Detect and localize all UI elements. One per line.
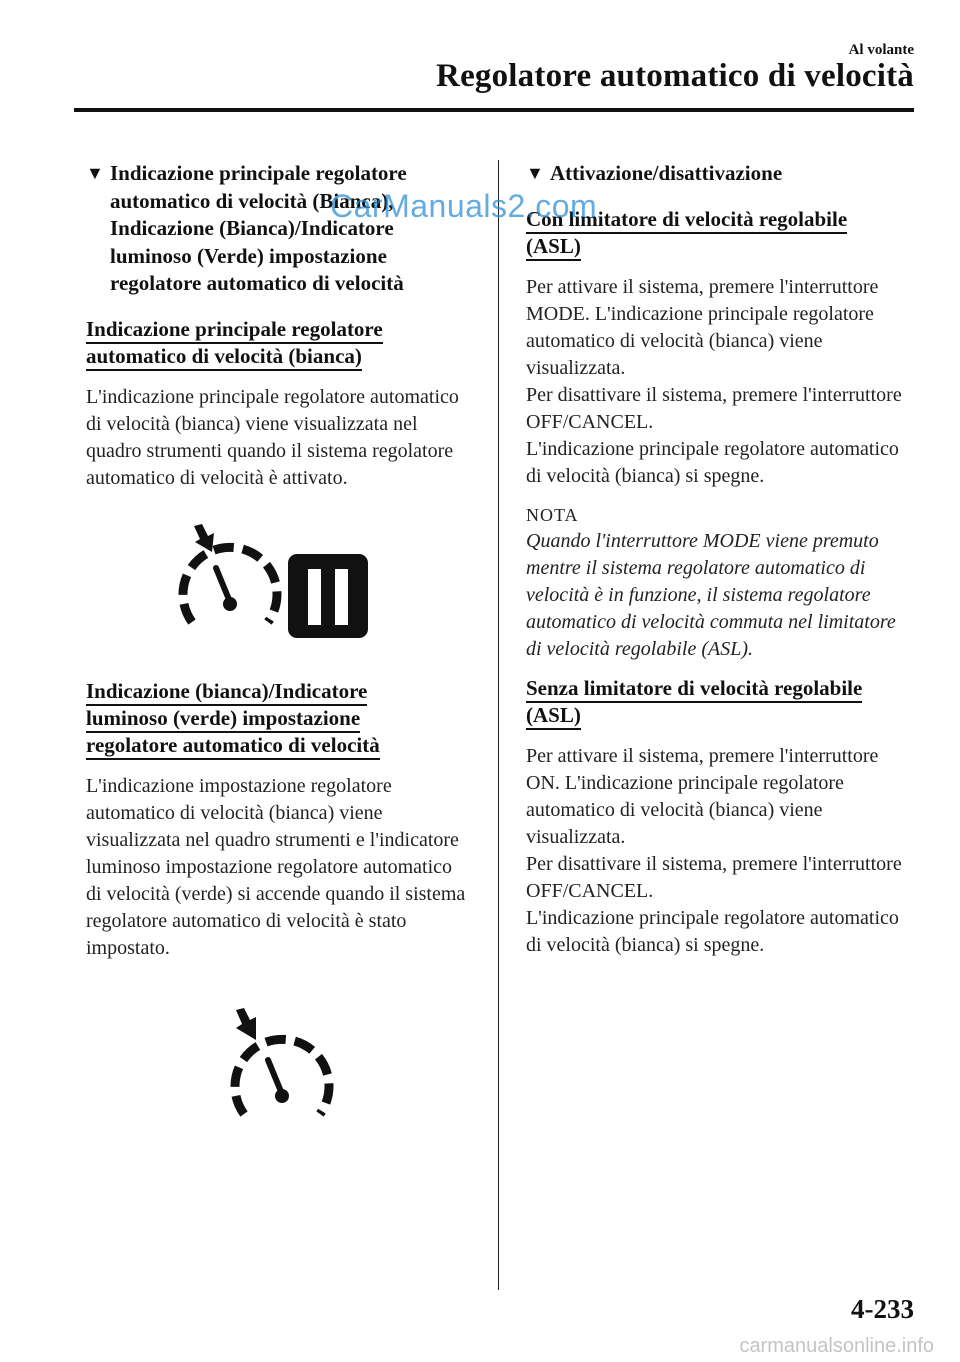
- subheading-line: Senza limitatore di velocità regolabile: [526, 676, 862, 703]
- subheading-line: Indicazione principale regolatore: [86, 317, 383, 344]
- subheading-set-indication: [86, 678, 466, 759]
- subheading-line: Indicazione (bianca)/Indicatore: [86, 679, 367, 706]
- section-heading-line: Indicazione (Bianca)/Indicatore: [110, 216, 394, 240]
- left-column: [86, 160, 466, 1126]
- subheading-line: automatico di velocità (bianca): [86, 344, 362, 371]
- page-number: 4-233: [851, 1294, 914, 1324]
- note-label: NOTA: [526, 504, 579, 525]
- section-heading-activation: [526, 160, 906, 188]
- paragraph-indication-off-2: L'indicazione principale regolatore automatico di velocità (bianca) si spegne.: [526, 906, 899, 956]
- subheading-line: luminoso (verde) impostazione: [86, 706, 360, 733]
- paragraph-activate-on: Per attivare il sistema, premere l'interruttore ON. L'indicazione principale regolatore automatico di velocità (bianca) viene visualizzata.: [526, 744, 879, 848]
- triangle-bullet-icon: ▼: [86, 163, 104, 183]
- header-rule: [74, 108, 914, 112]
- page-title: Regolatore automatico di velocità: [436, 58, 914, 94]
- cruise-control-set-icon: [226, 996, 336, 1126]
- paragraph-main-indication: L'indicazione principale regolatore automatico di velocità (bianca) viene visualizzata nel quadro strumenti quando il sistema regolatore automatico di velocità è attivato.: [86, 385, 459, 489]
- section-heading-line: regolatore automatico di velocità: [110, 271, 404, 295]
- header-section: Al volante: [848, 42, 914, 58]
- paragraph-set-indication: L'indicazione impostazione regolatore automatico di velocità (bianca) viene visualizzata nel quadro strumenti e l'indicatore luminoso impostazione regolatore automatico di velocità (verde) si accende quando il sistema regolatore automatico di velocità è stato impostato.: [86, 774, 466, 959]
- subheading-line: regolatore automatico di velocità: [86, 733, 380, 760]
- paragraph-deactivate-2: Per disattivare il sistema, premere l'interruttore OFF/CANCEL.: [526, 852, 902, 902]
- right-column: [526, 160, 906, 971]
- subheading-without-asl: [526, 675, 906, 729]
- note-text: Quando l'interruttore MODE viene premuto mentre il sistema regolatore automatico di velocità è in funzione, il sistema regolatore automatico di velocità commuta nel limitatore di velocità regolabile (ASL).: [526, 529, 896, 660]
- subheading-main-indication: [86, 316, 466, 370]
- column-divider: [498, 160, 499, 1290]
- paragraph-activate-mode: Per attivare il sistema, premere l'interruttore MODE. L'indicazione principale regolatore automatico di velocità (bianca) viene visualizzata.: [526, 275, 879, 379]
- footer-watermark: carmanualsonline.info: [739, 1335, 934, 1357]
- section-heading-indications: [86, 160, 466, 298]
- watermark-carmanuals2: CarManuals2.com: [330, 188, 598, 224]
- paragraph-deactivate: Per disattivare il sistema, premere l'interruttore OFF/CANCEL.: [526, 383, 902, 433]
- section-heading-line: automatico di velocità (Bianca),: [110, 188, 394, 213]
- subheading-line: Con limitatore di velocità regolabile: [526, 207, 847, 234]
- subheading-line: (ASL): [526, 703, 581, 730]
- triangle-bullet-icon: ▼: [526, 163, 544, 183]
- section-heading-line: Attivazione/disattivazione: [550, 161, 783, 185]
- section-heading-line: Indicazione principale regolatore: [110, 161, 407, 185]
- paragraph-indication-off: L'indicazione principale regolatore automatico di velocità (bianca) si spegne.: [526, 437, 899, 487]
- section-heading-line: luminoso (Verde) impostazione: [110, 243, 387, 268]
- subheading-line: (ASL): [526, 234, 581, 261]
- cruise-control-main-icon: [178, 524, 368, 644]
